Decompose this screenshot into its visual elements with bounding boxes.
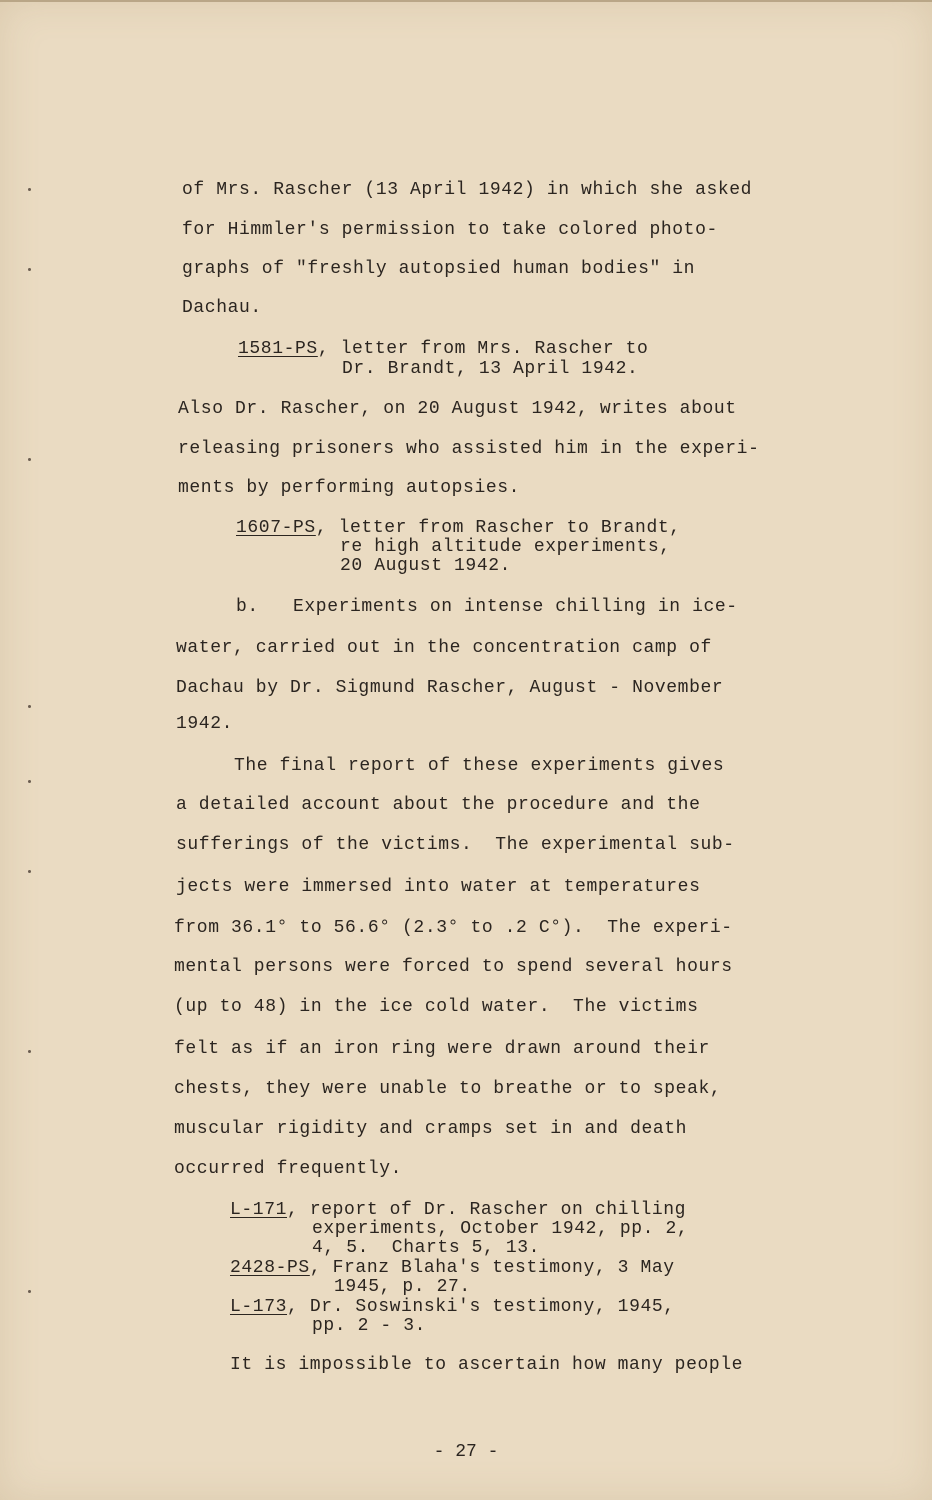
document-reference: 1581-PS [238, 339, 318, 359]
citation-text: , letter from Mrs. Rascher to [317, 339, 649, 359]
text-line: of Mrs. Rascher (13 April 1942) in which she asked [182, 180, 753, 200]
citation-text: , letter from Rascher to Brandt, [315, 518, 681, 538]
text-line: graphs of "freshly autopsied human bodies" in [182, 259, 696, 279]
document-reference: L-171 [230, 1200, 288, 1220]
text-line: mental persons were forced to spend several hours [174, 957, 733, 977]
text-line: a detailed account about the procedure and the [176, 795, 701, 815]
citation-line: 4, 5. Charts 5, 13. [312, 1238, 541, 1258]
text-line: for Himmler's permission to take colored photo- [182, 220, 718, 240]
margin-speck [28, 705, 31, 708]
text-line: occurred frequently. [174, 1159, 403, 1179]
text-line: Dachau. [182, 298, 262, 318]
citation-line: Dr. Brandt, 13 April 1942. [342, 359, 639, 379]
text-line: water, carried out in the concentration camp of [176, 638, 712, 658]
citation-text: , Dr. Soswinski's testimony, 1945, [287, 1297, 675, 1317]
margin-speck [28, 1290, 31, 1293]
margin-speck [28, 268, 31, 271]
text-line: (up to 48) in the ice cold water. The victims [174, 997, 699, 1017]
margin-speck [28, 870, 31, 873]
text-line: 1942. [176, 714, 234, 734]
text-line: The final report of these experiments gives [234, 756, 725, 776]
citation-text: , report of Dr. Rascher on chilling [287, 1200, 687, 1220]
text-line: ments by performing autopsies. [178, 478, 521, 498]
citation-line [230, 1297, 675, 1317]
text-line: It is impossible to ascertain how many people [230, 1355, 744, 1375]
text-line: jects were immersed into water at temperatures [176, 877, 701, 897]
document-reference: 2428-PS [230, 1258, 310, 1278]
text-line: from 36.1° to 56.6° (2.3° to .2 C°). The experi- [174, 918, 733, 938]
document-reference: 1607-PS [236, 518, 316, 538]
citation-line: experiments, October 1942, pp. 2, [312, 1219, 689, 1239]
margin-speck [28, 780, 31, 783]
text-line: sufferings of the victims. The experimental sub- [176, 835, 735, 855]
citation-line: re high altitude experiments, [340, 537, 671, 557]
citation-line: 20 August 1942. [340, 556, 512, 576]
citation-line: 1945, p. 27. [334, 1277, 471, 1297]
text-line: muscular rigidity and cramps set in and death [174, 1119, 688, 1139]
text-line: felt as if an iron ring were drawn around their [174, 1039, 710, 1059]
text-line: chests, they were unable to breathe or to speak, [174, 1079, 722, 1099]
citation-line [230, 1258, 675, 1278]
citation-line [230, 1200, 686, 1220]
citation-line: pp. 2 - 3. [312, 1316, 427, 1336]
text-line: releasing prisoners who assisted him in the experi- [178, 439, 760, 459]
page-top-edge [0, 0, 932, 2]
page-number: - 27 - [433, 1442, 499, 1462]
margin-speck [28, 1050, 31, 1053]
text-line: Also Dr. Rascher, on 20 August 1942, writes about [178, 399, 737, 419]
margin-speck [28, 458, 31, 461]
text-line: Dachau by Dr. Sigmund Rascher, August - November [176, 678, 724, 698]
section-heading-line: b. Experiments on intense chilling in ice- [236, 597, 738, 617]
margin-speck [28, 188, 31, 191]
citation-text: , Franz Blaha's testimony, 3 May [309, 1258, 675, 1278]
citation-line [238, 339, 648, 359]
document-reference: L-173 [230, 1297, 288, 1317]
citation-line [236, 518, 681, 538]
